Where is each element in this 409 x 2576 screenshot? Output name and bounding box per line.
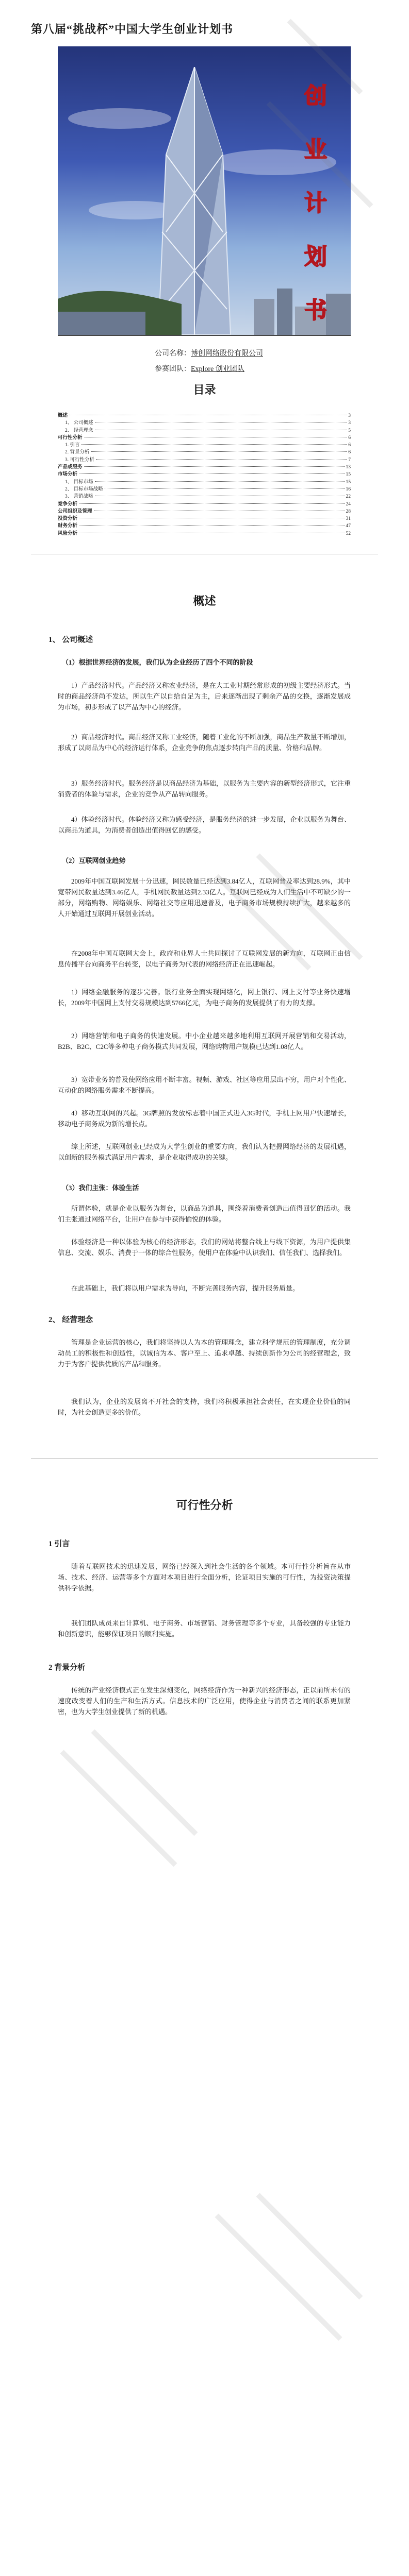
paragraph: 4）移动互联网的兴起。3G牌照的发放标志着中国正式进入3G时代，手机上网用户快速增长，移动电子商务成为新的增长点。 bbox=[58, 1109, 351, 1128]
toc-entry[interactable] bbox=[58, 464, 351, 471]
toc-leader bbox=[81, 444, 347, 445]
toc-page-number: 24 bbox=[346, 501, 351, 507]
toc-entry-text: 1、 目标市场 bbox=[65, 479, 93, 485]
toc-entry[interactable] bbox=[58, 479, 351, 486]
toc-entry[interactable] bbox=[58, 471, 351, 478]
toc-entry[interactable] bbox=[58, 508, 351, 515]
cover-char: 划 bbox=[304, 244, 327, 270]
toc-entry[interactable] bbox=[58, 456, 351, 464]
toc-leader bbox=[84, 466, 345, 467]
paragraph: 综上所述，互联网创业已经成为大学生创业的重要方向，我们认为把握网络经济的发展机遇，以创新的服务模式满足用户需求，是企业取得成功的关键。 bbox=[58, 1143, 351, 1161]
toc-entry[interactable] bbox=[58, 522, 351, 530]
toc-entry-text: 风险分析 bbox=[58, 531, 78, 536]
toc-entry[interactable] bbox=[58, 427, 351, 434]
paragraph: 2）网络营销和电子商务的快速发展。中小企业越来越多地利用互联网开展营销和交易活动，B2B、B2C、C2C等多种电子商务模式共同发展，网络购物用户规模已达到1.08亿人。 bbox=[58, 1032, 351, 1050]
toc-page-number: 5 bbox=[348, 428, 351, 433]
toc-title: 目录 bbox=[193, 383, 216, 396]
toc-leader bbox=[96, 459, 347, 460]
paragraph: 1）网络金融服务的逐步完善。银行业务全面实现网络化，网上银行、网上支付等业务快速增长，2009年中国网上支付交易规模达到5766亿元，为电子商务的发展提供了有力的支撑。 bbox=[58, 988, 351, 1007]
toc-entry-text: 财务分析 bbox=[58, 523, 78, 529]
cover-divider bbox=[58, 335, 351, 336]
toc-leader bbox=[95, 481, 345, 482]
paragraph: 体验经济是一种以体验为核心的经济形态，我们的网站将整合线上与线下资源，为用户提供集信息、交流、娱乐、消费于一体的综合性服务，使用户在体验中认识我们、信任我们、选择我们。 bbox=[58, 1238, 351, 1257]
toc-entry-text: 3. 可行性分析 bbox=[65, 457, 95, 463]
section-divider bbox=[31, 1458, 378, 1459]
toc-page-number: 31 bbox=[346, 516, 351, 522]
toc-page-number: 15 bbox=[346, 479, 351, 485]
cover-char: 计 bbox=[304, 190, 327, 216]
toc-entry-text: 3、 营销战略 bbox=[65, 494, 93, 500]
toc-entry[interactable] bbox=[58, 493, 351, 500]
team-value: Explore 创业团队 bbox=[191, 365, 244, 373]
paragraph: 在此基础上，我们将以用户需求为导向，不断完善服务内容，提升服务质量。 bbox=[71, 1284, 300, 1292]
heading-introduction: 1 引言 bbox=[48, 1540, 70, 1548]
toc-entry[interactable] bbox=[58, 434, 351, 442]
cover-image bbox=[58, 46, 351, 335]
paragraph: 2009年中国互联网发展十分迅速，网民数量已经达到3.84亿人，互联网普及率达到28.9%，其中宽带网民数量达到3.46亿人，手机网民数量达到2.33亿人。互联网已经成为人们生活中不可缺少的一部分，网络购物、网络娱乐、网络社交等应用迅速普及，电子商务市场规模持续扩大，越来越多的人开始通过互联网开展创业活动。 bbox=[58, 877, 351, 918]
team-label: 参赛团队： bbox=[155, 365, 191, 373]
toc-entry-text: 2、 经营理念 bbox=[65, 428, 93, 433]
toc-entry-text: 2、 目标市场战略 bbox=[65, 486, 103, 492]
toc-entry-text: 概述 bbox=[58, 413, 68, 418]
toc-page-number: 22 bbox=[346, 494, 351, 500]
heading-business-concept: 2、 经营理念 bbox=[48, 1316, 93, 1324]
toc-entry-text: 公司组织及管理 bbox=[58, 509, 92, 514]
paragraph: 随着互联网技术的迅速发展，网络已经深入到社会生活的各个领域。本可行性分析旨在从市场、技术、经济、运营等多个方面对本项目进行全面分析，论证项目实施的可行性，为投资决策提供科学依据。 bbox=[58, 1563, 351, 1592]
toc-entry-text: 1. 引言 bbox=[65, 443, 80, 448]
team-line bbox=[155, 363, 244, 374]
paragraph: 我们团队成员来自计算机、电子商务、市场营销、财务管理等多个专业，具备较强的专业能力和创新意识，能够保证项目的顺利实施。 bbox=[58, 1619, 351, 1638]
toc-page-number: 15 bbox=[346, 472, 351, 478]
heading-company-overview: 1、 公司概述 bbox=[48, 636, 93, 644]
toc-page-number: 3 bbox=[348, 420, 351, 426]
toc-page-number: 7 bbox=[348, 457, 351, 463]
toc-page-number: 16 bbox=[346, 486, 351, 492]
paragraph: 管理是企业运营的核心，我们将坚持以人为本的管理理念，建立科学规范的管理制度，充分调动员工的积极性和创造性，以诚信为本、客户至上、追求卓越、持续创新作为公司的经营理念，致力于为客户提供优质的产品和服务。 bbox=[58, 1338, 351, 1368]
paragraph: 传统的产业经济模式正在发生深刻变化，网络经济作为一种新兴的经济形态，正以前所未有的速度改变着人们的生产和生活方式。信息技术的广泛应用，使得企业与消费者之间的联系更加紧密，也为大学生创业提供了新的机遇。 bbox=[58, 1686, 351, 1716]
toc-entry[interactable] bbox=[58, 530, 351, 537]
toc-leader bbox=[79, 503, 344, 504]
toc-page-number: 52 bbox=[346, 531, 351, 536]
table-of-contents bbox=[58, 412, 351, 537]
toc-entry[interactable] bbox=[58, 449, 351, 456]
toc-entry-text: 市场分析 bbox=[58, 472, 78, 478]
toc-page-number: 13 bbox=[346, 465, 351, 470]
toc-leader bbox=[79, 525, 344, 526]
subheading-trend: （2）互联网创业趋势 bbox=[62, 857, 126, 865]
paragraph: 2）商品经济时代。商品经济又称工业经济，随着工业化的不断加强，商品生产数量不断增加，形成了以商品为中心的经济运行体系，企业竞争的焦点逐步转向产品的质量、价格和品牌。 bbox=[58, 733, 351, 752]
toc-entry[interactable] bbox=[58, 419, 351, 427]
toc-page-number: 28 bbox=[346, 509, 351, 514]
paragraph: 我们认为，企业的发展离不开社会的支持，我们将积极承担社会责任，在实现企业价值的同时，为社会创造更多的价值。 bbox=[58, 1398, 351, 1416]
toc-entry-text: 2. 背景分析 bbox=[65, 450, 90, 455]
toc-entry-text: 1、 公司概述 bbox=[65, 420, 93, 426]
toc-entry[interactable] bbox=[58, 486, 351, 493]
company-value: 博创网络股份有限公司 bbox=[191, 350, 263, 358]
company-label: 公司名称： bbox=[155, 350, 191, 358]
paragraph: 所谓体验，就是企业以服务为舞台，以商品为道具，围绕着消费者创造出值得回忆的活动。我们主张通过网络平台，让用户在参与中获得愉悦的体验。 bbox=[58, 1205, 351, 1223]
paragraph: 3）宽带业务的普及使网络应用不断丰富。视频、游戏、社区等应用层出不穷，用户对个性化、互动化的网络服务需求不断提高。 bbox=[58, 1076, 351, 1094]
toc-entry[interactable] bbox=[58, 442, 351, 449]
cover-vertical-title bbox=[300, 77, 331, 325]
paragraph: 1）产品经济时代。产品经济又称农业经济，是在大工业时期经常形成的初级主要经济形式。当时的商品经济尚不发达，所以生产以自给自足为主，后来逐渐出现了剩余产品的交换，逐渐发展成为市场，初步形成了以产品为中心的经济。 bbox=[58, 682, 351, 711]
toc-entry[interactable] bbox=[58, 515, 351, 522]
toc-page-number: 6 bbox=[348, 435, 351, 440]
toc-entry-text: 竞争分析 bbox=[58, 501, 78, 507]
subheading-experience: （3）我们主张：体验生活 bbox=[62, 1184, 139, 1192]
toc-entry-text: 投资分析 bbox=[58, 516, 78, 522]
paragraph: 4）体验经济时代。体验经济又称为感受经济，是服务经济的进一步发展，企业以服务为舞台、以商品为道具，为消费者创造出值得回忆的感受。 bbox=[58, 816, 351, 834]
company-line bbox=[155, 348, 263, 358]
toc-entry-text: 产品或服务 bbox=[58, 465, 83, 470]
toc-page-number: 6 bbox=[348, 450, 351, 455]
heading-background: 2 背景分析 bbox=[48, 1664, 86, 1672]
cover-char: 书 bbox=[304, 297, 327, 324]
cover-char: 创 bbox=[304, 83, 327, 109]
toc-leader bbox=[91, 451, 347, 452]
paragraph: 3）服务经济时代。服务经济是以商品经济为基础，以服务为主要内容的新型经济形式，它注重消费者的体验与需求，企业的竞争从产品转向服务。 bbox=[58, 779, 351, 798]
toc-page-number: 6 bbox=[348, 443, 351, 448]
cover-char: 业 bbox=[304, 137, 327, 163]
section-title-overview: 概述 bbox=[193, 595, 216, 607]
section-title-feasibility: 可行性分析 bbox=[176, 1499, 233, 1512]
toc-entry[interactable] bbox=[58, 412, 351, 419]
toc-leader bbox=[105, 488, 345, 489]
toc-page-number: 3 bbox=[348, 413, 351, 418]
toc-page-number: 47 bbox=[346, 523, 351, 529]
toc-leader bbox=[79, 473, 344, 474]
page-title: 第八届“挑战杯”中国大学生创业计划书 bbox=[31, 23, 234, 36]
toc-entry-text: 可行性分析 bbox=[58, 435, 83, 440]
subheading-stages: （1）根据世界经济的发展，我们认为企业经历了四个不同的阶段 bbox=[62, 658, 253, 666]
toc-entry[interactable] bbox=[58, 501, 351, 508]
paragraph: 在2008年中国互联网大会上，政府和业界人士共同探讨了互联网发展的新方向，互联网正由信息传播平台向商务平台转变，以电子商务为代表的网络经济正在迅速崛起。 bbox=[58, 950, 351, 968]
